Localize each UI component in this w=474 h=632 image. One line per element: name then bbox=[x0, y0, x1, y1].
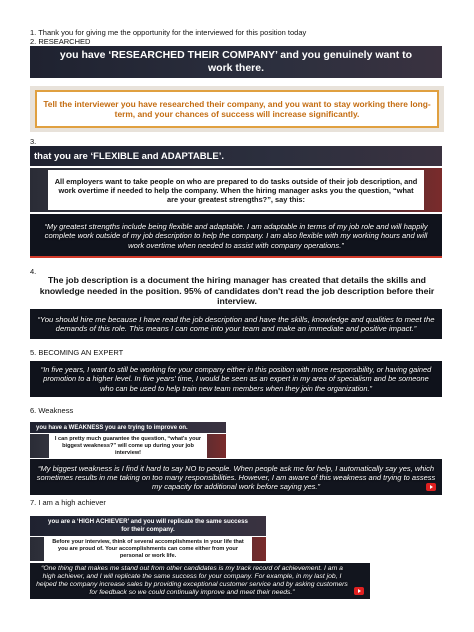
high-achiever-quote-frame bbox=[30, 563, 370, 599]
youtube-play-icon[interactable] bbox=[354, 587, 364, 595]
weakness-quote-frame bbox=[30, 459, 442, 495]
youtube-play-icon[interactable] bbox=[426, 483, 436, 491]
researched-tip-frame bbox=[30, 86, 444, 132]
researched-banner-text: you have ‘RESEARCHED THEIR COMPANY’ and you genuinely want to work there. bbox=[59, 49, 413, 74]
high-achiever-quote-text: “One thing that makes me stand out from other candidates is my track record of achievement. I am a high achiever, and I will replicate the same success for your company. For example, in my last job, I helped the company increase sales by providing exceptional customer service and by asking customers for feedback so we could continually improve and meet their needs.” bbox=[36, 564, 348, 597]
researched-tip-box bbox=[35, 90, 439, 128]
weakness-quote-text: “My biggest weakness is I find it hard to say NO to people. When people ask me for help, I automatically say yes, which sometimes results in me taking on too many responsibilities. However, I am aware of this weakness and trying to assess my capacity for additional work before saying yes.” bbox=[36, 463, 436, 491]
flexible-banner bbox=[30, 146, 442, 166]
flexible-tip-text: All employers want to take people on who are prepared to do tasks outside of their job description, and work overtime if needed to help the company. When the hiring manager asks you the question, “what are your greatest strengths?”, say this: bbox=[54, 176, 418, 204]
item-5-heading: 5. BECOMING AN EXPERT bbox=[30, 348, 124, 357]
weakness-tip-text: I can pretty much guarantee the question, “what's your biggest weakness?” will come up during your job interview! bbox=[49, 434, 207, 458]
job-description-text: The job description is a document the hiring manager has created that details the skills and knowledge needed in the position. 95% of candidates don't read the job description before their interview. bbox=[39, 275, 435, 306]
researched-tip-text: Tell the interviewer you have researched their company, and you want to stay working there long-term, and your chances of success will increase significantly. bbox=[43, 98, 431, 119]
item-1-text: 1. Thank you for giving me the opportunity for the interviewed for this position today bbox=[30, 28, 307, 37]
flexible-quote-text: “My greatest strengths include being flexible and adaptable. I am adaptable in terms of my job role and will happily complete work outside of my job description to help the company. I am also flexible with my working hours and will work overtime when needed to assist with company operations.” bbox=[44, 221, 428, 250]
high-achiever-tip-frame bbox=[30, 537, 266, 561]
item-6-heading: 6. Weakness bbox=[30, 406, 74, 415]
item-2-heading: 2. RESEARCHED bbox=[30, 37, 91, 46]
item-4-heading: 4. bbox=[30, 267, 37, 276]
progress-bar bbox=[30, 256, 442, 258]
item-3-heading: 3. bbox=[30, 137, 37, 146]
expert-quote-frame bbox=[30, 361, 442, 397]
flexible-banner-text: that you are ‘FLEXIBLE and ADAPTABLE’. bbox=[34, 150, 225, 162]
item-7-heading: 7. I am a high achiever bbox=[30, 498, 106, 507]
flexible-quote-frame bbox=[30, 214, 442, 258]
high-achiever-banner bbox=[30, 516, 266, 536]
weakness-banner bbox=[30, 422, 226, 433]
hire-me-quote-frame bbox=[30, 309, 442, 339]
weakness-tip-frame bbox=[30, 434, 226, 458]
hire-me-quote-text: “You should hire me because I have read the job description and have the skills, knowledge and qualities to meet the demands of this role. This means I can come into your team and make an immediate and positive impact.” bbox=[37, 314, 435, 333]
flexible-tip-frame bbox=[30, 168, 442, 212]
expert-quote-text: “In five years, I want to still be working for your company either in this position with more responsibility, or having gained promotion to a higher level. In five years' time, I would be seen as an expert in my area of specialism and be someone who can be used to help train new team members when they join the organization.” bbox=[40, 365, 432, 393]
researched-banner bbox=[30, 46, 442, 78]
flexible-tip-box bbox=[48, 170, 424, 210]
weakness-banner-text: you have a WEAKNESS you are trying to improve on. bbox=[36, 424, 188, 431]
high-achiever-tip-text: Before your interview, think of several accomplishments in your life that you are proud of. Your accomplishments can come either from your personal or work life. bbox=[44, 537, 252, 561]
high-achiever-banner-text: you are a ‘HIGH ACHIEVER’ and you will replicate the same success for their company. bbox=[48, 518, 248, 533]
